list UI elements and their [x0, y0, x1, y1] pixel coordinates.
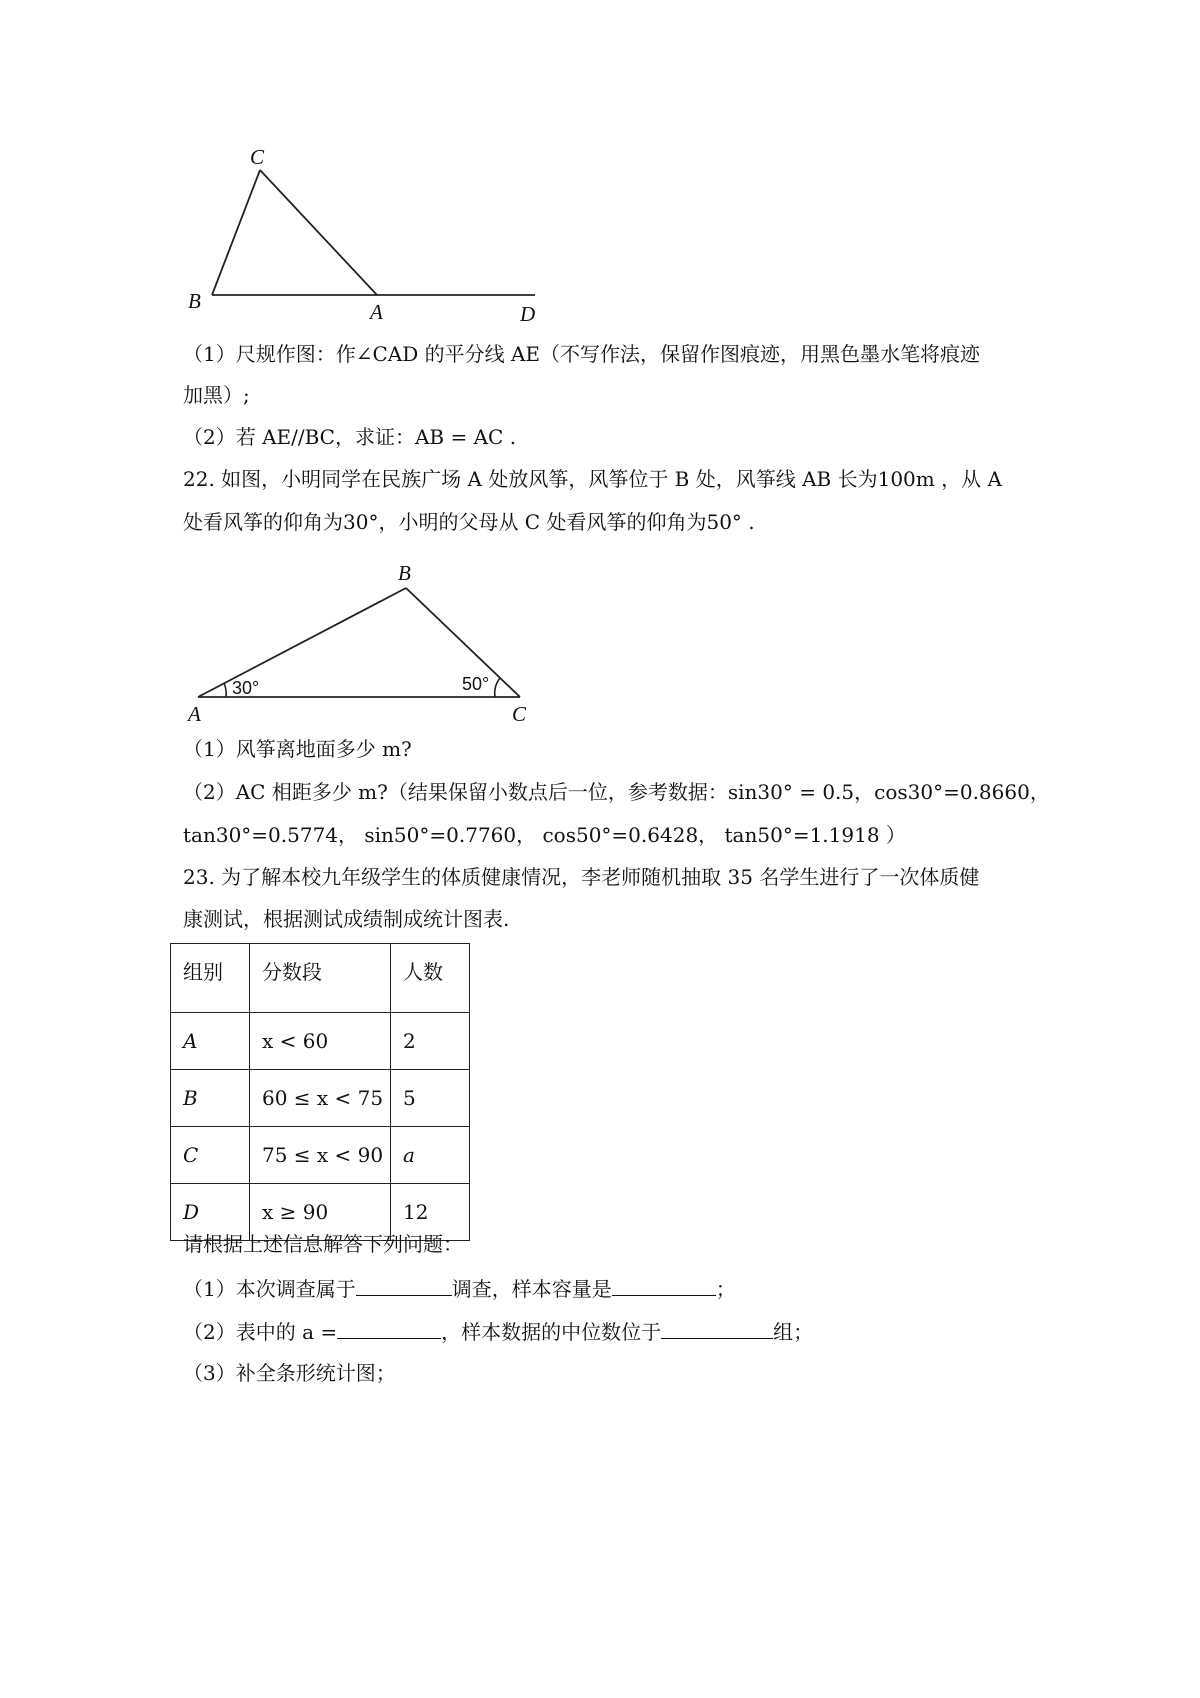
q22-part2-line2: tan30°=0.5774， sin50°=0.7760， cos50°=0.6428， tan50°=1.1918 ）	[183, 823, 906, 847]
answer-blank-sample-size[interactable]	[612, 1275, 716, 1296]
label-d: D	[520, 302, 536, 326]
header-range: 分数段	[250, 944, 391, 1013]
header-group: 组别	[171, 944, 250, 1013]
segment-ab	[198, 588, 406, 697]
q22-part1: （1）风筝离地面多少 m?	[183, 737, 412, 761]
q23-part1-text-b: 调查，样本容量是	[451, 1277, 612, 1301]
q23-part2-text-c: 组；	[773, 1320, 814, 1344]
label-a: A	[370, 300, 383, 324]
answer-blank-median-group[interactable]	[661, 1318, 773, 1339]
label-c: C	[250, 145, 265, 169]
angle-arc-a	[224, 683, 226, 697]
segment-ca	[260, 170, 377, 295]
cell-group: C	[171, 1127, 250, 1184]
cell-range: x ≥ 90	[250, 1184, 391, 1241]
q23-part1-text-c: ；	[715, 1277, 736, 1301]
cell-count: 12	[391, 1184, 470, 1241]
q23-part1-text-a: （1）本次调查属于	[183, 1277, 356, 1301]
score-table	[170, 943, 470, 1241]
q23-part2-text-b: ，样本数据的中位数位于	[441, 1320, 662, 1344]
label-a: A	[188, 702, 201, 726]
angle-arc-c	[495, 678, 500, 697]
table-row	[171, 1070, 470, 1127]
cell-range: 60 ≤ x < 75	[250, 1070, 391, 1127]
cell-range: 75 ≤ x < 90	[250, 1127, 391, 1184]
cell-count: 2	[391, 1013, 470, 1070]
figure-kite-triangle	[180, 548, 540, 728]
q21-part1-line1: （1）尺规作图：作∠CAD 的平分线 AE（不写作法，保留作图痕迹，用黑色墨水笔将痕迹	[183, 342, 981, 366]
cell-group: A	[171, 1013, 250, 1070]
q23-intro: 请根据上述信息解答下列问题：	[183, 1232, 463, 1256]
segment-cb	[212, 170, 260, 295]
header-count: 人数	[391, 944, 470, 1013]
q23-part3: （3）补全条形统计图；	[183, 1361, 396, 1385]
q23-part2	[183, 1318, 813, 1344]
cell-range: x < 60	[250, 1013, 391, 1070]
label-b: B	[398, 561, 411, 585]
table-row	[171, 1013, 470, 1070]
q22-line1: 22. 如图，小明同学在民族广场 A 处放风筝，风筝位于 B 处，风筝线 AB 长为100m ，从 A	[183, 467, 1002, 491]
label-c: C	[512, 702, 527, 726]
angle-label-30: 30°	[232, 678, 260, 698]
cell-count: a	[391, 1127, 470, 1184]
cell-group: D	[171, 1184, 250, 1241]
q22-part2-line1: （2）AC 相距多少 m?（结果保留小数点后一位，参考数据：sin30° = 0.5，cos30°=0.8660，	[183, 780, 1050, 804]
angle-label-50: 50°	[462, 674, 490, 694]
cell-group: B	[171, 1070, 250, 1127]
q22-line2: 处看风筝的仰角为30°，小明的父母从 C 处看风筝的仰角为50° .	[183, 510, 755, 534]
answer-blank-a-value[interactable]	[337, 1318, 441, 1339]
q21-part1-line2: 加黑）;	[183, 383, 250, 407]
cell-count: 5	[391, 1070, 470, 1127]
table-header-row	[171, 944, 470, 1013]
q21-part2: （2）若 AE//BC，求证：AB = AC .	[183, 425, 517, 449]
figure-triangle-abd	[180, 140, 560, 330]
q23-part1	[183, 1275, 736, 1301]
q23-line1: 23. 为了解本校九年级学生的体质健康情况，李老师随机抽取 35 名学生进行了一次体质健	[183, 865, 980, 889]
table-row	[171, 1127, 470, 1184]
q23-part2-text-a: （2）表中的 a =	[183, 1320, 338, 1344]
label-b: B	[188, 289, 201, 313]
q23-line2: 康测试，根据测试成绩制成统计图表.	[183, 907, 510, 931]
answer-blank-survey-type[interactable]	[356, 1275, 452, 1296]
